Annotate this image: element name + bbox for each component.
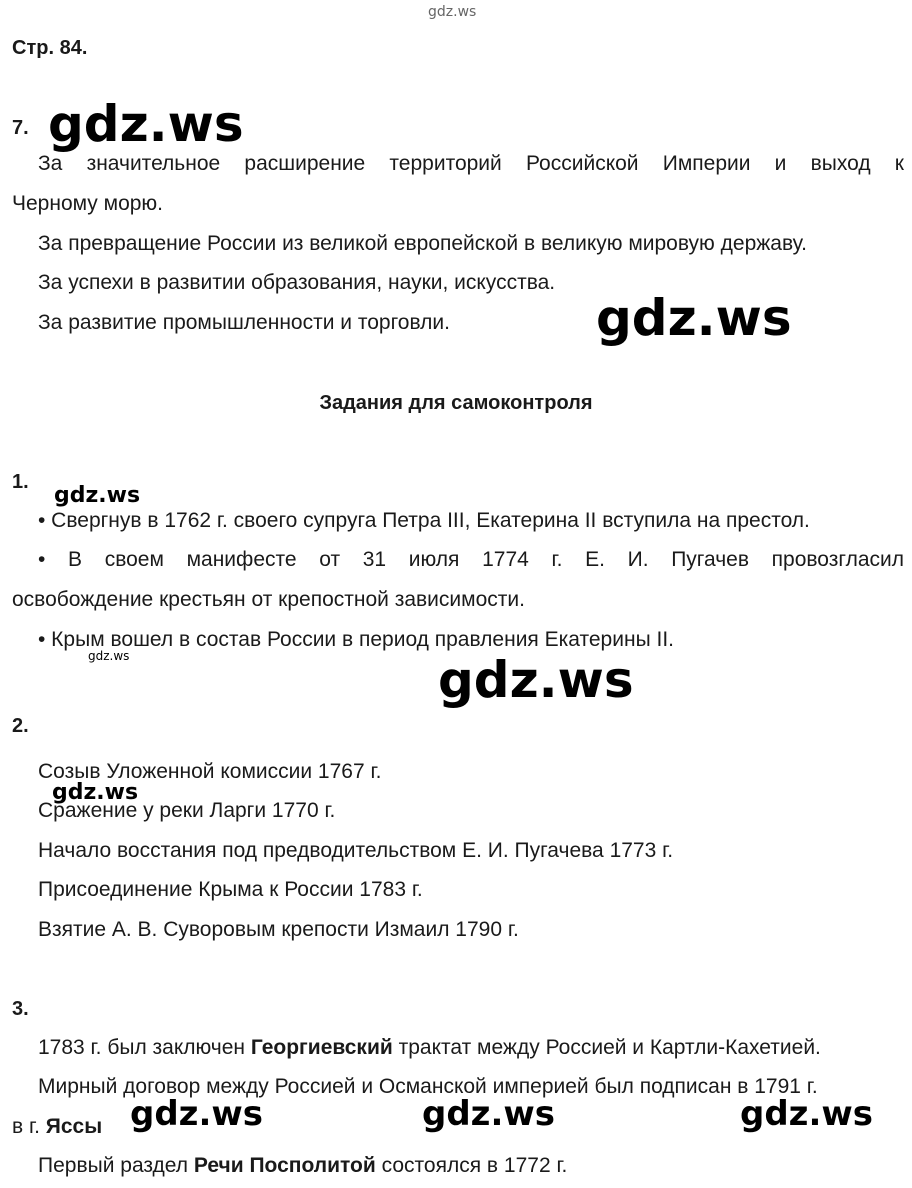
task-3-line-3-bold: Яссы: [45, 1115, 103, 1138]
task-2-line: Присоединение Крыма к России 1783 г.: [38, 878, 423, 901]
task-2-line: Созыв Уложенной комиссии 1767 г.: [38, 760, 382, 783]
watermark-6: gdz.ws: [52, 780, 139, 805]
task-1-line: • Свергнув в 1762 г. своего супруга Петра III, Екатерина II вступила на престол.: [38, 509, 810, 532]
watermark-7: gdz.ws: [130, 1094, 264, 1134]
task-3-line-4-pre: Первый раздел: [38, 1154, 194, 1177]
page-header: Стр. 84.: [12, 37, 88, 59]
task-3-line-2: Мирный договор между Россией и Османской империей был подписан в 1791 г.: [38, 1075, 818, 1098]
task-1-line: освобождение крестьян от крепостной зависимости.: [12, 588, 525, 611]
task-3-line-4-post: состоялся в 1772 г.: [375, 1154, 568, 1177]
task-3-line-4: [38, 1154, 567, 1178]
section-7-line: За успехи в развитии образования, науки, искусства.: [38, 271, 556, 294]
watermark-1: gdz.ws: [48, 95, 244, 153]
task-3-line-3-pre: в г.: [12, 1115, 46, 1138]
section-7-number: 7.: [12, 117, 29, 139]
task-3-number: 3.: [12, 998, 29, 1020]
section-7-line: Черному морю.: [12, 192, 164, 215]
task-3-line-1: [38, 1036, 821, 1060]
section-7-line: За превращение России из великой европейской в великую мировую державу.: [38, 232, 807, 255]
watermark-3: gdz.ws: [54, 483, 141, 508]
watermark-5: gdz.ws: [438, 651, 634, 709]
watermark-9: gdz.ws: [740, 1094, 874, 1134]
section-7-line: За значительное расширение территорий Российской Империи и выход к: [38, 152, 904, 175]
task-3-line-1-bold: Георгиевский: [250, 1036, 393, 1059]
task-2-line: Взятие А. В. Суворовым крепости Измаил 1790 г.: [38, 918, 519, 941]
watermark-top: gdz.ws: [428, 4, 477, 20]
watermark-8: gdz.ws: [422, 1094, 556, 1134]
section-7-line: За развитие промышленности и торговли.: [38, 311, 450, 334]
watermark-2: gdz.ws: [596, 289, 792, 347]
task-1-line: • Крым вошел в состав России в период правления Екатерины II.: [38, 628, 674, 651]
task-3-line-1-post: трактат между Россией и Картли-Кахетией.: [392, 1036, 821, 1059]
task-3-line-1-pre: 1783 г. был заключен: [38, 1036, 251, 1059]
selfcheck-title: Задания для самоконтроля: [319, 392, 593, 414]
task-3-line-4-bold: Речи Посполитой: [193, 1154, 376, 1177]
task-2-line: Сражение у реки Ларги 1770 г.: [38, 799, 336, 822]
task-2-line: Начало восстания под предводительством Е. И. Пугачева 1773 г.: [38, 839, 674, 862]
task-3-line-3: [12, 1115, 102, 1139]
task-2-number: 2.: [12, 715, 29, 737]
task-1-line: • В своем манифесте от 31 июля 1774 г. Е. И. Пугачев провозгласил: [38, 548, 904, 571]
task-1-number: 1.: [12, 471, 29, 493]
watermark-4: gdz.ws: [88, 649, 130, 663]
